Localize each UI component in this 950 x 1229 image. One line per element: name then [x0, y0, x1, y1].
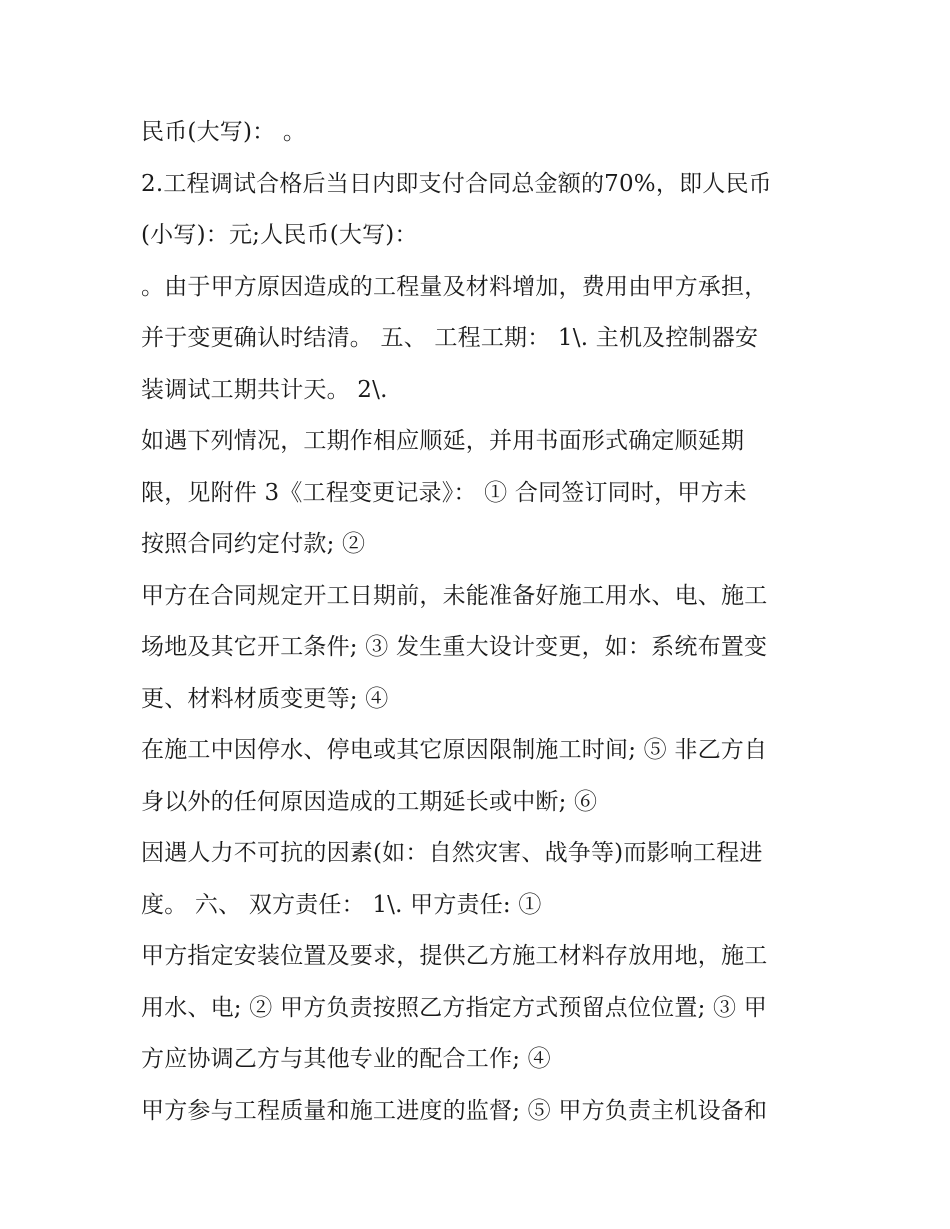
text-line: 更、材料材质变更等; ④	[141, 685, 389, 712]
text-line: 度。 六、 双方责任： 1\. 甲方责任: ①	[141, 891, 542, 918]
text-line: 身以外的任何原因造成的工期延长或中断; ⑥	[141, 788, 598, 815]
text-line: 民币(大写)： 。	[141, 119, 307, 145]
text-line: 因遇人力不可抗的因素(如：自然灾害、战争等)而影响工程进	[141, 840, 763, 866]
text-line: 用水、电; ② 甲方负责按照乙方指定方式预留点位位置; ③ 甲	[141, 994, 767, 1021]
text-line: 甲方在合同规定开工日期前，未能准备好施工用水、电、施工	[141, 582, 768, 609]
text-line: 如遇下列情况，工期作相应顺延，并用书面形式确定顺延期	[141, 428, 745, 454]
text-line: 并于变更确认时结清。 五、 工程工期： 1\. 主机及控制器安	[141, 325, 759, 351]
document-body	[141, 107, 821, 1137]
text-line: 甲方指定安装位置及要求，提供乙方施工材料存放用地，施工	[141, 943, 768, 969]
text-line: 在施工中因停水、停电或其它原因限制施工时间; ⑤ 非乙方自	[141, 737, 768, 763]
text-line: 限，见附件 3《工程变更记录》： ① 合同签订同时，甲方未	[141, 479, 747, 506]
text-line: 方应协调乙方与其他专业的配合工作; ④	[141, 1046, 551, 1072]
text-line: 装调试工期共计天。 2\.	[141, 376, 388, 403]
text-line: 。由于甲方原因造成的工程量及材料增加，费用由甲方承担，	[141, 273, 768, 300]
text-line: 场地及其它开工条件; ③ 发生重大设计变更，如：系统布置变	[141, 634, 768, 660]
text-line: (小写)：元;人民币(大写)：	[141, 222, 418, 248]
text-line: 按照合同约定付款; ②	[141, 531, 366, 557]
text-line: 甲方参与工程质量和施工进度的监督; ⑤ 甲方负责主机设备和	[141, 1097, 768, 1124]
text-line: 2.工程调试合格后当日内即支付合同总金额的70%，即人民币	[141, 170, 772, 197]
